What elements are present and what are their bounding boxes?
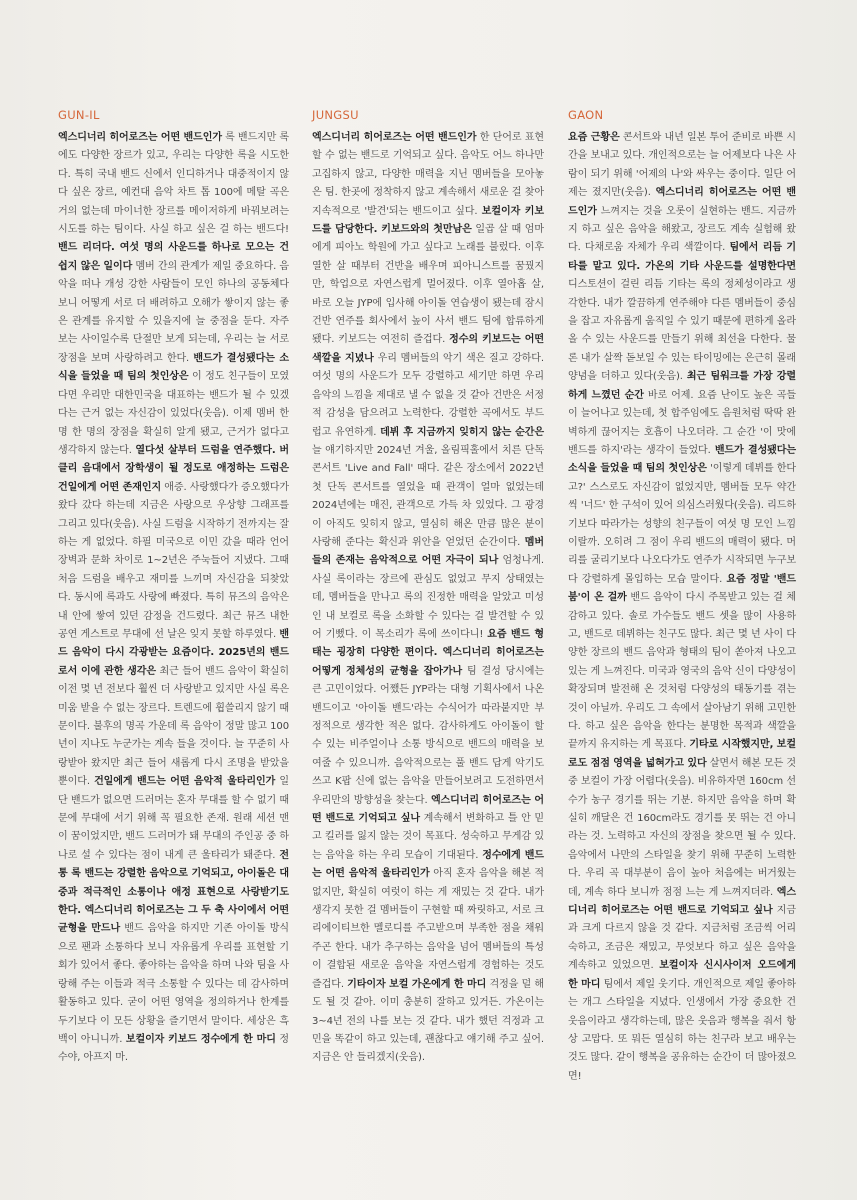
- interview-answer: 콘서트와 내년 일본 투어 준비로 바쁜 시간을 보내고 있다. 개인적으로는 늘 어제보다 나은 사람이 되기 위해 '어제의 나'와 싸우는 중이다. 일단 어제는 졌지만(웃음).: [568, 132, 796, 199]
- interview-question: 정수에게 밴드는 어떤 음악적 울타리인가: [312, 849, 544, 880]
- interview-answer: 록 밴드지만 록에도 다양한 장르가 있고, 우리는 다양한 록을 시도한다. 특히 국내 밴드 신에서 인디하거나 대중적이지 않다 싶은 장르, 예컨대 음악 차트 톱 100에 메탈 곡은 거의 없는데 마이너한 장르를 메이저하게 바꿔보려는 시도를 하는 팀이다. 사실 하고 싶은 걸 하는 밴드다!: [58, 132, 289, 236]
- column-gaon: [568, 108, 796, 1086]
- interview-answer: 바로 어제. 요즘 난이도 높은 곡들이 늘어나고 있는데, 첫 합주임에도 음원처럼 딱딱 완벽하게 끊어지는 호흡이 나오더라. 그 순간 '이 맛에 밴드를 하지'라는 생각이 들었다.: [568, 389, 796, 456]
- column-heading: JUNGSU: [312, 108, 359, 122]
- interview-question: 엑스디너리 히어로즈는 어떤 밴드로 기억되고 싶나: [568, 886, 796, 917]
- interview-answer: 밴드 음악을 하지만 기존 아이돌 방식으로 팬과 소통하다 보니 자유롭게 우리를 표현할 기회가 있어서 좋다. 좋아하는 음악을 하며 나와 팀을 사랑해 주는 이들과 적극 소통할 수 있다는 데 감사하며 활동하고 있다. 굳이 어떤 영역을 정의하거나 한계를 두기보다 이 모든 상황을 즐기면서 말이다. 세상은 흑백이 아니니까.: [58, 923, 289, 1045]
- interview-question: 엑스디너리 히어로즈는 어떤 밴드로 기억되고 싶나: [312, 794, 544, 825]
- column-heading: GAON: [568, 108, 604, 122]
- interview-question: 엑스디너리 히어로즈는 어떤 밴드인가: [312, 132, 477, 143]
- interview-question: 밴드가 결성됐다는 소식을 들었을 때 팀의 첫인상은: [58, 352, 290, 383]
- interview-question: 열다섯 살부터 드럼을 연주했다. 버클리 음대에서 장학생이 될 정도로 애정하는 드럼은 건일에게 어떤 존재인지: [58, 444, 289, 493]
- interview-question: 밴드가 결성됐다는 소식을 들었을 때 팀의 첫인상은: [568, 444, 797, 475]
- interview-question: 최근 팀워크를 가장 강렬하게 느꼈던 순간: [568, 371, 796, 401]
- interview-question: 엑스디너리 히어로즈는 어떤 밴드인가: [58, 132, 222, 143]
- interview-answer: 지금과 크게 다르지 않을 것 같다. 지금처럼 조금씩 어리숙하고, 조금은 재밌고, 무엇보다 하고 싶은 음악을 계속하고 있었으면.: [568, 905, 796, 972]
- interview-question: 요즘 밴드 형태는 굉장히 다양한 편이다. 엑스디너리 히어로즈는 어떻게 정체성의 균형을 잡아가나: [312, 628, 544, 677]
- interview-answer: 계속해서 변화하고 틀 안 믿고 킬러를 잃지 않는 것이 목표다. 성숙하고 무게감 있는 음악을 하는 우리 모습이 기대된다.: [312, 813, 544, 861]
- interview-question: 멤버들의 존재는 음악적으로 어떤 자극이 되나: [312, 536, 544, 567]
- interview-answer: 걱정을 덜 해도 될 것 같아. 이미 충분히 잘하고 있거든. 가온이는 3~4년 전의 나를 보는 것 같다. 내가 했던 걱정과 고민을 똑같이 하고 있는데, 괜찮다고 얘기해 주고 싶어. 지금은 안 들리겠지(웃음).: [312, 978, 544, 1064]
- interview-question: 요즘 정말 '밴드 붐'이 온 걸까: [568, 573, 796, 604]
- interview-answer: 일단 밴드가 없으면 드러머는 혼자 무대를 할 수 없기 때문에 무대에 서기 위해 꼭 필요한 존재. 원래 세션 맨이 꿈이었지만, 밴드 드러머가 돼 무대의 주인공 중 하나로 설 수 있다는 점이 내게 큰 울타리가 돼준다.: [58, 776, 289, 861]
- interview-answer: 디스토션이 걸린 리듬 기타는 록의 정체성이라고 생각한다. 내가 깔끔하게 연주해야 다른 멤버들이 중심을 잡고 자유롭게 움직일 수 있기 때문에 편하게 올라올 수 있는 사운드를 만들기 위해 최선을 다한다. 물론 내가 살짝 돋보일 수 있는 타이밍에는 은근히 몰래 양념을 더하고 있다(웃음).: [568, 279, 796, 383]
- column-heading: GUN-IL: [58, 108, 100, 122]
- interview-question: 전통 록 밴드는 강렬한 음악으로 기억되고, 아이돌은 대중과 적극적인 소통이나 애정 표현으로 사랑받기도 한다. 엑스디너리 히어로즈는 그 두 축 사이에서 어떤 균형을 만드나: [58, 849, 289, 935]
- interview-answer: 한 단어로 표현할 수 없는 밴드로 기억되고 싶다. 음악도 어느 하나만 고집하지 않고, 다양한 매력을 지닌 멤버들을 모아놓은 팀. 한곳에 정착하지 않고 계속해서 새로운 걸 찾아 지속적으로 '발견'되는 밴드이고 싶다.: [312, 132, 544, 217]
- interview-answer: 엄청나게. 사실 록이라는 장르에 관심도 없었고 무지 상태였는데, 멤버들을 만나고 록의 진정한 매력을 알았고 미성인 내 보컬로 록을 소화할 수 있다는 걸 발견할 수 있어 기뻤다. 이 목소리가 록에 쓰이다니!: [312, 555, 545, 640]
- column-body: [568, 129, 796, 1086]
- interview-question: 밴드 리더다. 여섯 명의 사운드를 하나로 모으는 건 쉽지 않은 일이다: [58, 242, 289, 272]
- interview-question: 기타로 시작했지만, 보컬로도 점점 영역을 넓혀가고 있다: [568, 739, 796, 769]
- interview-question: 기타이자 보컬 가온에게 한 마디: [347, 978, 487, 990]
- interview-question: 보컬이자 신시사이저 오드에게 한 마디: [568, 960, 797, 990]
- interview-answer: '이렇게 데뷔를 한다고?' 스스로도 자신감이 없었지만, 멤버들 모두 약간씩 '너드' 한 구석이 있어 의심스러웠다(웃음). 리드하기보다 따라가는 성향의 친구들이 여섯 명 모인 느낌이랄까. 오히려 그 점이 우리 밴드의 매력이 됐다. 머리를 굴리기보다 나오다가도 연주가 시작되면 누구보다 강렬하게 몰입하는 모습 말이다.: [568, 463, 796, 585]
- interview-answer: 늘 얘기하지만 2024년 겨울, 올림픽홀에서 치른 단독 콘서트 'Live and Fall' 때다. 같은 장소에서 2022년 첫 단독 콘서트를 열었을 때 관객이 얼마 없었는데 2024년에는 매진, 관객으로 가득 차 있었다. 그 광경이 아직도 잊히지 않고, 열심히 해온 만큼 많은 분이 사랑해 준다는 확신과 위안을 얻었던 순간이다.: [312, 444, 544, 548]
- interview-answer: 팀 결성 당시에는 큰 고민이었다. 어쨌든 JYP라는 대형 기획사에서 나온 밴드이고 '아이돌 밴드'라는 수식어가 따라붙지만 부정적으로 생각한 적은 없다. 감사하게도 아이돌이 할 수 있는 비주얼이나 소통 방식으로 밴드의 매력을 보여줄 수 있으니까. 음악적으로는 풀 밴드 답게 악기도 쓰고 K팝 신에 없는 음악을 만들어보려고 도전하면서 우리만의 방향성을 찾는다.: [312, 665, 544, 806]
- interview-answer: 팀에서 제일 웃기다. 개인적으로 제일 좋아하는 개그 스타일을 지녔다. 인생에서 가장 중요한 건 웃음이라고 생각하는데, 많은 웃음과 행복을 줘서 항상 고맙다. 또 뭐든 열심히 하는 친구라 보고 배우는 것도 많다. 같이 행복을 공유하는 순간이 더 많아졌으면!: [568, 978, 796, 1082]
- interview-answer: 정수야, 아프지 마.: [58, 1033, 289, 1064]
- interview-answer: 멤버 간의 관계가 제일 중요하다. 음악을 떠나 개성 강한 사람들이 모인 하나의 공동체다 보니 어떻게 서로 더 배려하고 오해가 쌓이지 않는 좋은 관계를 유지할 수 있을지에 늘 중점을 둔다. 자주 보는 사이일수록 단절만 보게 되는데, 우리는 늘 서로 장점을 보며 사랑하려고 한다.: [58, 260, 289, 364]
- interview-question: 엑스디너리 히어로즈는 어떤 밴드인가: [568, 187, 796, 217]
- interview-question: 팀에서 리듬 기타를 맡고 있다. 가온의 기타 사운드를 설명한다면: [568, 242, 796, 272]
- interview-answer: 이 정도 친구들이 모였다면 우리만 대한민국을 대표하는 밴드가 될 수 있겠다는 근거 없는 자신감이 있었다(웃음). 이제 멤버 한 명 한 명의 장점을 확실히 알게 됐고, 근거가 없다고 생각하지 않는다.: [58, 371, 289, 456]
- interview-answer: 최근 들어 밴드 음악이 확실히 이전 몇 년 전보다 훨씬 더 사랑받고 있지만 사실 록은 미움 받을 수 없는 장르다. 트렌드에 휩쓸리지 않기 때문이다. 불후의 명곡 가운데 록 음악이 정말 많고 100년이 지나도 누군가는 계속 들을 것이다. 늘 꾸준히 사랑받아 왔지만 최근 들어 새롭게 다시 조명을 받았을 뿐이다.: [58, 665, 289, 788]
- interview-answer: 일곱 살 때 엄마에게 피아노 학원에 가고 싶다고 노래를 불렀다. 이후 열한 살 때부터 건반을 배우며 피아니스트를 꿈꿨지만, 학업으로 자연스럽게 멀어졌다. 이후 열아홉 살, 바로 오늘 JYP에 입사해 아이돌 연습생이 됐는데 잠시 건반 연주를 회사에서 높이 사서 밴드 팀에 합류하게 됐다. 키보드는 여전히 즐겁다.: [312, 224, 544, 346]
- interview-answer: 아직 혼자 음악을 해본 적 없지만, 확실히 여럿이 하는 게 재밌는 것 같다. 내가 생각지 못한 걸 멤버들이 구현할 때 짜릿하고, 서로 크리에이티브한 멜로디를 주고받으며 부족한 점을 채워주곤 한다. 내가 추구하는 음악을 넘어 멤버들의 특성이 결합된 새로운 음악을 자연스럽게 경험하는 것도 즐겁다.: [312, 868, 544, 990]
- interview-question: 요즘 근황은: [568, 132, 620, 143]
- interview-question: 정수의 키보드는 어떤 색깔을 지녔나: [312, 334, 544, 364]
- interview-answer: 살면서 해본 모든 것 중 보컬이 가장 어렵다(웃음). 비유하자면 160cm 선수가 농구 경기를 뛰는 기분. 하지만 음악을 하며 확실히 깨달은 건 160cm라도 경기를 못 뛰는 건 아니라는 것. 노력하고 자신의 장점을 찾으면 될 수 있다. 음악에서 나만의 스타일을 찾기 위해 꾸준히 노력한다. 우리 곡 대부분이 음이 높아 처음에는 버거웠는데, 계속 하다 보니까 점점 느는 게 느껴지더라.: [568, 757, 796, 898]
- interview-question: 밴드 음악이 다시 각광받는 요즘이다. 2025년의 밴드로서 이에 관한 생각은: [58, 628, 289, 677]
- interview-question: 보컬이자 키보드를 담당한다. 키보드와의 첫만남은: [312, 205, 544, 236]
- interview-question: 보컬이자 키보드 정수에게 한 마디: [125, 1033, 276, 1045]
- interview-answer: 밴드 음악이 다시 주목받고 있는 걸 체감하고 있다. 솔로 가수들도 밴드 셋을 많이 사용하고, 밴드로 데뷔하는 친구도 많다. 최근 몇 년 사이 다양한 장르의 밴드 음악과 형태의 팀이 쏟아져 나오고 있는 게 느껴진다. 미국과 영국의 음악 신이 다양성이 확장되며 발전해 온 것처럼 다양성의 태동기를 겪는 것이 아닐까. 우리도 그 속에서 살아남기 위해 고민한다. 하고 싶은 음악을 한다는 분명한 목적과 색깔을 끝까지 유지하는 게 목표다.: [568, 592, 796, 751]
- interview-answer: 우리 멤버들의 악기 색은 질고 강하다. 여섯 명의 사운드가 모두 강렬하고 세기만 하면 우리 음악의 느낌을 제대로 낼 수 없을 것 같아 건반은 서정적 감성을 담으려고 노력한다. 강렬한 곡에서도 부드럽고 유연하게.: [312, 352, 544, 438]
- interview-question: 건일에게 밴드는 어떤 음악적 울타리인가: [94, 776, 276, 788]
- interview-answer: 애증. 사랑했다가 증오했다가 왔다 갔다 하는데 지금은 사랑으로 우상향 그래프를 그리고 있다(웃음). 사실 드럼을 시작하기 전까지는 잘하는 게 없었다. 하필 미국으로 이민 갔을 때라 언어 장벽과 문화 차이로 1~2년은 주눅들어 지냈다. 그때 처음 드럼을 배우고 재미를 느끼며 자신감을 되찾았다. 동시에 록과도 사랑에 빠졌다. 특히 뮤즈의 음악은 내 안에 쌓여 있던 감정을 건드렸다. 최근 뮤즈 내한 공연 게스트로 무대에 선 날은 잊지 못할 하루였다.: [58, 481, 290, 640]
- interview-answer: 느껴지는 것을 오롯이 실현하는 밴드. 지금까지 하고 싶은 음악을 해왔고, 장르도 계속 실험해 왔다. 다채로움 자체가 우리 색깔이다.: [568, 205, 796, 254]
- column-body: [312, 129, 544, 1068]
- column-gunil: [58, 108, 289, 1068]
- interview-question: 데뷔 후 지금까지 잊히지 않는 순간은: [380, 426, 544, 438]
- column-jungsu: [312, 108, 544, 1068]
- column-body: [58, 129, 289, 1068]
